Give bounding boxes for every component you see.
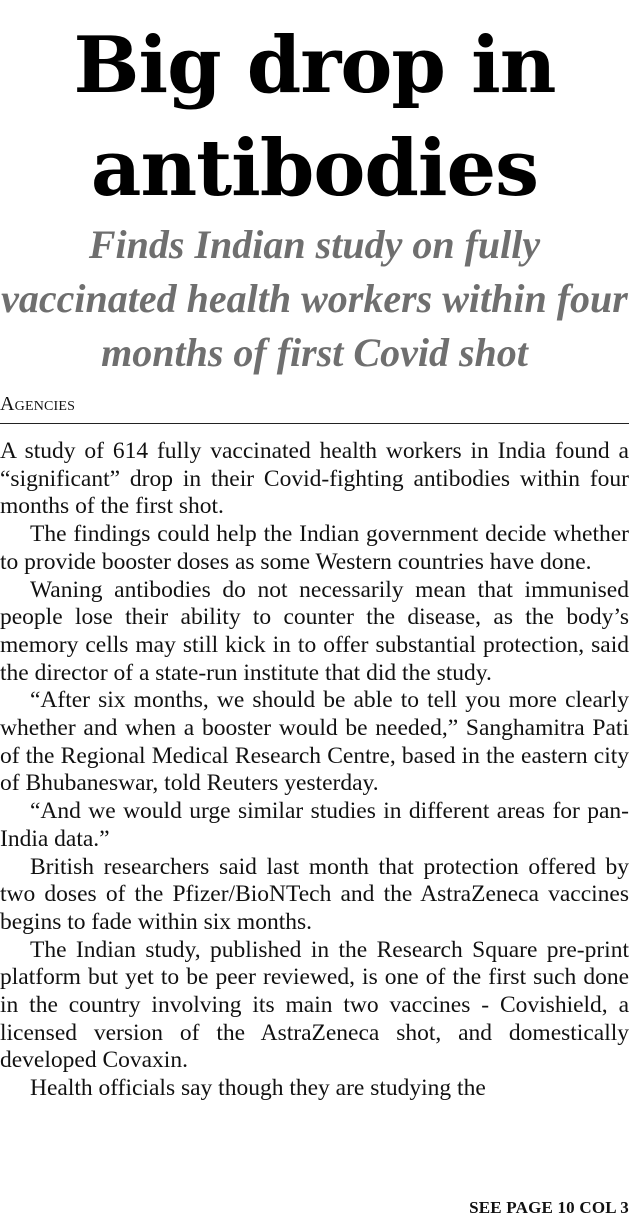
paragraph: Waning antibodies do not necessarily mean that immunised people lose their ability to counter the disease, as the body’s memory cells may still kick in to offer substantial protection, said the director of a state-run institute that did the study. — [0, 576, 629, 686]
subheadline: Finds Indian study on fully vaccinated health workers within four months of first Covid shot — [1, 222, 628, 375]
headline: Big drop in antibodies — [73, 20, 556, 214]
paragraph: Health officials say though they are studying the — [30, 1075, 486, 1102]
byline-divider — [0, 423, 629, 424]
paragraph: “And we would urge similar studies in different areas for pan-India data.” — [0, 798, 629, 852]
paragraph: The Indian study, published in the Research Square pre-print platform but yet to be peer reviewed, is one of the first such done in the country involving its main two vaccines - Covishield, a licensed version of the AstraZeneca shot, and domestically developed Covaxin. — [0, 936, 629, 1074]
byline: Agencies — [0, 393, 76, 415]
paragraph: British researchers said last month that protection offered by two doses of the Pfizer/BioNTech and the AstraZeneca vaccines begins to fade within six months. — [0, 853, 629, 935]
paragraph: A study of 614 fully vaccinated health workers in India found a “significant” drop in their Covid-fighting antibodies within four months of the first shot. — [0, 438, 629, 520]
article-body — [0, 438, 629, 1103]
paragraph: The findings could help the Indian government decide whether to provide booster doses as some Western countries have done. — [0, 521, 629, 575]
paragraph: “After six months, we should be able to tell you more clearly whether and when a booster would be needed,” Sanghamitra Pati of the Regional Medical Research Centre, based in the eastern city of Bhubaneswar, told Reuters yesterday. — [0, 687, 629, 797]
continuation-jump: SEE PAGE 10 COL 3 — [469, 1198, 629, 1217]
